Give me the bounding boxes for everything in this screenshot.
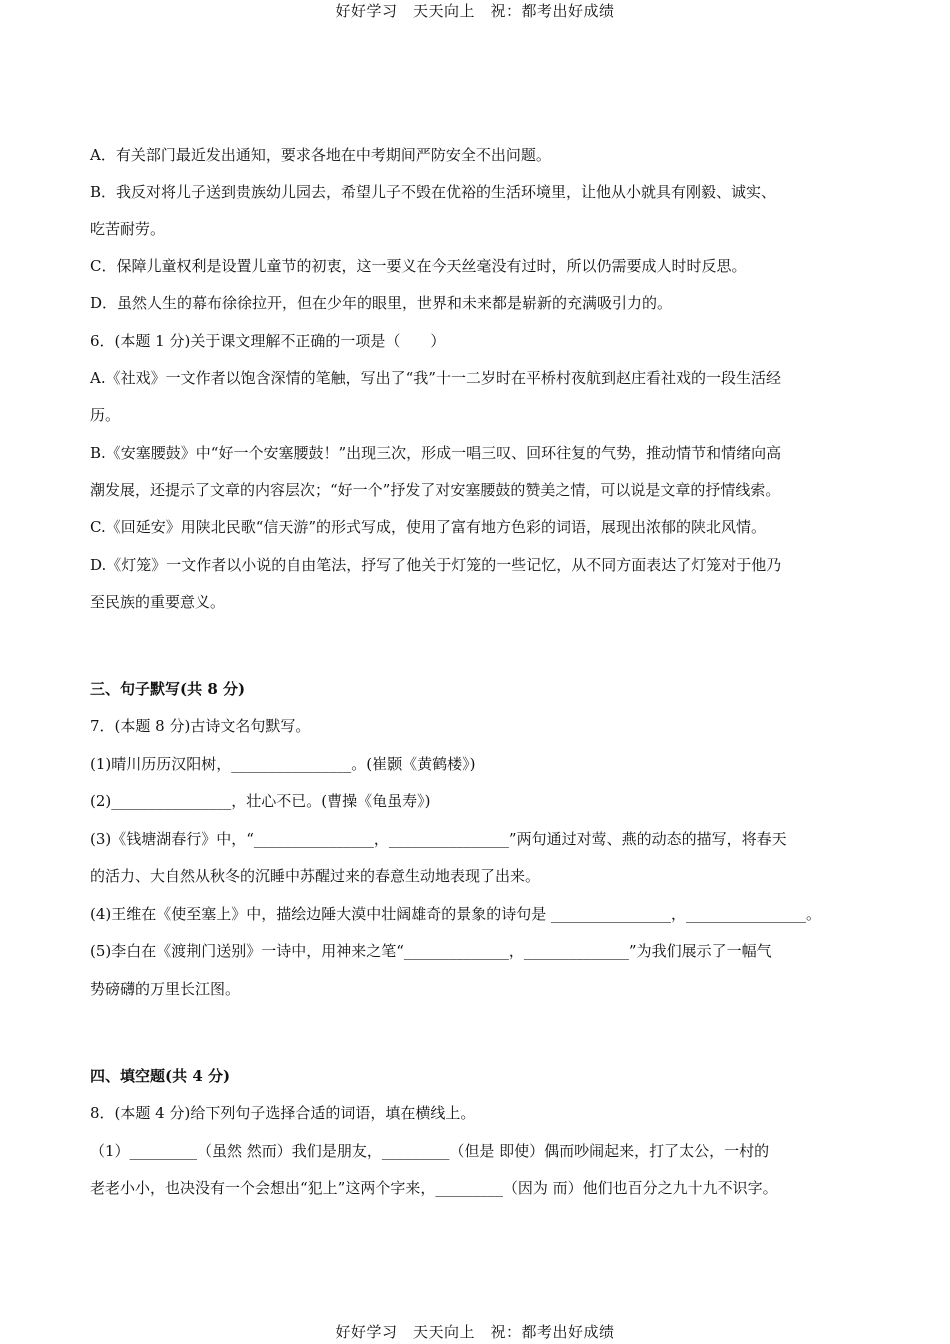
q6-option-b-line1: B.《安塞腰鼓》中“好一个安塞腰鼓！”出现三次，形成一唱三叹、回环往复的气势，推动情节和情绪向高 [90,444,782,462]
q8-line-2: 老老小小，也决没有一个会想出“犯上”这两个字来，_________（因为 而）他们也百分之九十九不识字。 [90,1179,778,1197]
q5-option-b-line2: 吃苦耐劳。 [90,220,166,238]
q6-option-c: C.《回延安》用陕北民歌“信天游”的形式写成，使用了富有地方色彩的词语，展现出浓郁的陕北风情。 [90,518,767,536]
q5-option-d: D．虽然人生的幕布徐徐拉开，但在少年的眼里，世界和未来都是崭新的充满吸引力的。 [90,294,673,312]
q6-option-d-line2: 至民族的重要意义。 [90,593,226,611]
q5-option-b-line1: B．我反对将儿子送到贵族幼儿园去，希望儿子不毁在优裕的生活环境里，让他从小就具有刚毅、诚实、 [90,183,777,201]
q7-part-5-line1: (5)李白在《渡荆门送别》一诗中，用神来之笔“______________，______________”为我们展示了一幅气 [90,942,772,960]
q6-stem: 6．(本题 1 分)关于课文理解不正确的一项是（ ） [90,332,446,350]
q6-option-a-line2: 历。 [90,406,121,424]
q7-part-3-line2: 的活力、大自然从秋冬的沉睡中苏醒过来的春意生动地表现了出来。 [90,867,541,885]
page-header: 好好学习 天天向上 祝：都考出好成绩 [335,2,615,20]
q6-option-a-line1: A.《社戏》一文作者以饱含深情的笔触，写出了“我”十一二岁时在平桥村夜航到赵庄看社戏的一段生活经 [90,369,781,387]
q8-line-1: （1）_________（虽然 然而）我们是朋友，_________（但是 即使）偶而吵闹起来，打了太公，一村的 [90,1142,770,1160]
q7-part-3-line1: (3)《钱塘湖春行》中，“________________，________________”两句通过对莺、燕的动态的描写，将春天 [90,830,787,848]
q7-part-1: (1)晴川历历汉阳树，________________。(崔颢《黄鹤楼》) [90,755,476,773]
q8-stem: 8．(本题 4 分)给下列句子选择合适的词语，填在横线上。 [90,1104,476,1122]
q7-part-5-line2: 势磅礴的万里长江图。 [90,980,241,998]
q5-option-c: C．保障儿童权利是设置儿童节的初衷，这一要义在今天丝毫没有过时，所以仍需要成人时时反思。 [90,257,747,275]
section-3-title: 三、句子默写(共 8 分) [90,680,246,698]
section-4-title: 四、填空题(共 4 分) [90,1067,231,1085]
q6-option-b-line2: 潮发展，还提示了文章的内容层次；“好一个”抒发了对安塞腰鼓的赞美之情，可以说是文章的抒情线索。 [90,481,781,499]
q7-part-4: (4)王维在《使至塞上》中，描绘边陲大漠中壮阔雄奇的景象的诗句是 ________________，________________。 [90,905,822,923]
q6-option-d-line1: D.《灯笼》一文作者以小说的自由笔法，抒写了他关于灯笼的一些记忆，从不同方面表达了灯笼对于他乃 [90,556,782,574]
q7-part-2: (2)________________，壮心不已。(曹操《龟虽寿》) [90,792,431,810]
page-footer: 好好学习 天天向上 祝：都考出好成绩 [335,1323,615,1341]
q7-stem: 7．(本题 8 分)古诗文名句默写。 [90,717,311,735]
q5-option-a: A．有关部门最近发出通知，要求各地在中考期间严防安全不出问题。 [90,146,551,164]
